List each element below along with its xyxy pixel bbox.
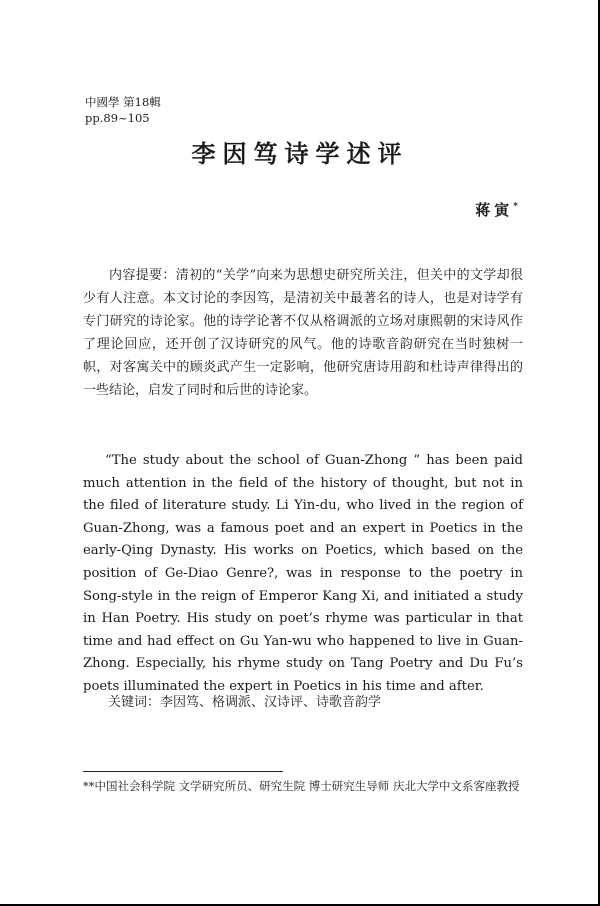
author	[475, 197, 518, 220]
abstract-english-text: “The study about the school of Guan-Zhong ” has been paid much attention in the field of the history of thought, but not in the filed of literature study. Li Yin-du, who lived in the region of Guan-Zhong, was a famous poet and an expert in Poetics in the early-Qing Dynasty. His works on Poetics, which based on the position of Ge-Diao Genre?, was in response to the poetry in Song-style in the reign of Emperor Kang Xi, and initiated a study in Han Poetry. His study on poet’s rhyme was particular in that time and had effect on Gu Yan-wu who happened to live in Guan-Zhong. Especially, his rhyme study on Tang Poetry and Du Fu’s poets illuminated the expert in Poetics in his time and after.	[83, 453, 523, 694]
abstract-chinese	[83, 264, 523, 402]
journal-header: 中國學 第18輯	[85, 95, 161, 109]
abstract-chinese-text: 内容提要：清初的“关学”向来为思想史研究所关注，但关中的文学却很少有人注意。本文讨论的李因笃，是清初关中最著名的诗人，也是对诗学有专门研究的诗论家。他的诗学论著不仅从格调派的立场对康熙朝的宋诗风作了理论回应，还开创了汉诗研究的风气。他的诗歌音韵研究在当时独树一帜，对客寓关中的顾炎武产生一定影响，他研究唐诗用韵和杜诗声律得出的一些结论，启发了同时和后世的诗论家。	[83, 268, 523, 398]
page-range: pp.89~105	[85, 111, 150, 125]
author-footnote-mark: *	[513, 202, 518, 212]
author-name: 蒋寅	[475, 201, 514, 219]
abstract-english	[83, 450, 523, 699]
paper-title: 李因笃诗学述评	[191, 139, 409, 168]
footnote-divider	[83, 771, 283, 772]
author-footnote: **中国社会科学院 文学研究所员、研究生院 博士研究生导师 庆北大学中文系客座教授	[83, 779, 520, 793]
keywords: 关键词：李因笃、格调派、汉诗评、诗歌音韵学	[108, 695, 382, 710]
